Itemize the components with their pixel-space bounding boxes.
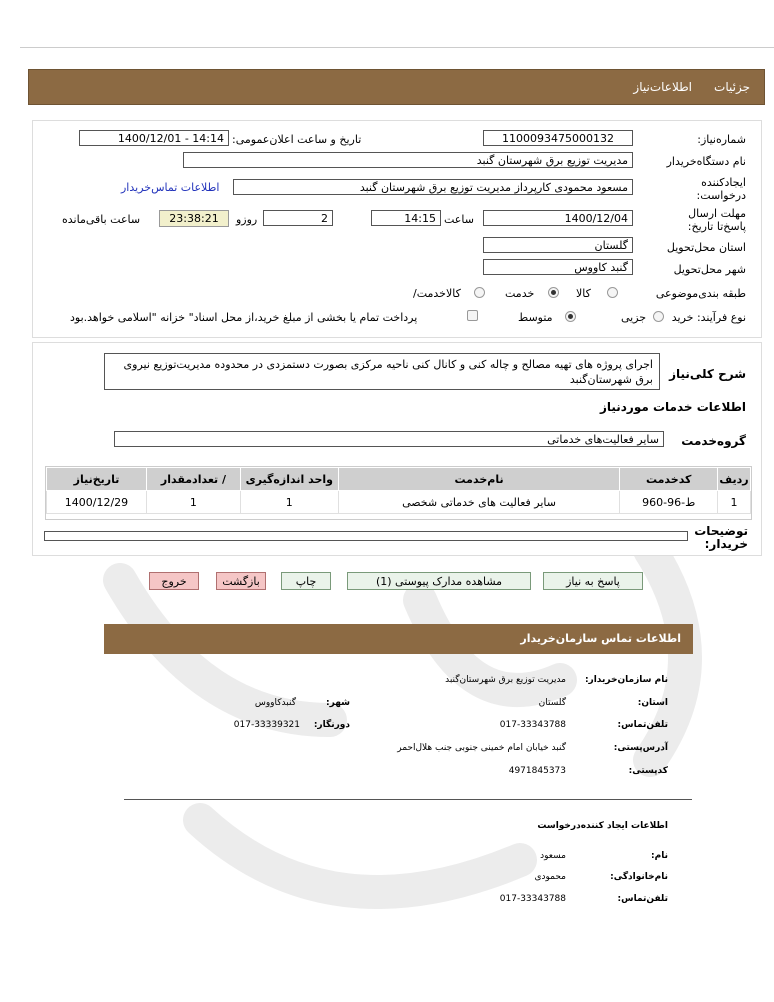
contact-address-label: آدرس‌پستی: xyxy=(613,743,668,753)
province-label: استان محل‌تحویل xyxy=(666,241,746,254)
service-group-field: سایر فعالیت‌های خدماتی xyxy=(114,431,664,447)
city-field: گنبد کاووس xyxy=(483,259,633,275)
process-option-minor: جزیی xyxy=(621,311,647,324)
category-option-service: خدمت xyxy=(505,287,535,300)
creator-field: مسعود محمودی کارپرداز مدیریت توزیع برق شهرستان گنبد xyxy=(233,179,633,195)
category-radio-goods-service[interactable] xyxy=(474,287,485,298)
contact-divider xyxy=(124,799,692,800)
creator-phone-value: 017-33343788 xyxy=(499,894,566,904)
view-attachments-button[interactable]: مشاهده مدارک پیوستی (1) xyxy=(347,572,531,590)
process-label: نوع فرآیند: خرید xyxy=(671,311,746,324)
tab-bar xyxy=(28,69,765,105)
contact-fax-value: 017-33339321 xyxy=(233,720,300,730)
print-button[interactable]: چاپ xyxy=(281,572,331,590)
deadline-hour-label: ساعت xyxy=(444,213,474,226)
contact-fax-label: دورنگار: xyxy=(313,720,350,730)
deadline-label: مهلت ارسال پاسخ‌تا تاریخ: xyxy=(687,207,746,233)
treasury-payment-checkbox[interactable] xyxy=(467,310,478,321)
announce-date-label: تاریخ و ساعت اعلان‌عمومی: xyxy=(232,133,362,146)
need-number-field: 1100093475000132 xyxy=(483,130,633,146)
creator-info-title: اطلاعات ایجاد کننده‌درخواست xyxy=(537,821,668,831)
city-label: شهر محل‌تحویل xyxy=(673,263,746,276)
services-table-frame xyxy=(45,466,752,520)
buyer-notes-label: توضیحات خریدار: xyxy=(694,524,748,551)
buyer-contact-title: اطلاعات تماس سازمان‌خریدار xyxy=(520,632,681,645)
tab-need-info[interactable]: اطلاعات‌نیاز xyxy=(633,80,692,94)
last-name-label: نام‌خانوادگی: xyxy=(610,872,668,882)
contact-phone-label: تلفن‌تماس: xyxy=(617,720,668,730)
buyer-notes-field xyxy=(44,531,688,541)
service-group-label: گروه‌خدمت xyxy=(681,434,746,448)
contact-city-value: گنبدکاووس xyxy=(254,698,296,708)
table-row xyxy=(47,491,751,514)
contact-province-label: استان: xyxy=(637,698,668,708)
contact-city-label: شهر: xyxy=(326,698,350,708)
first-name-label: نام: xyxy=(651,851,668,861)
category-option-goods: کالا xyxy=(576,287,591,300)
days-field: 2 xyxy=(263,210,333,226)
cell-service-code: ط-96-960 xyxy=(620,491,718,514)
category-radio-service[interactable] xyxy=(548,287,559,298)
description-text: اجرای پروژه های تهیه مصالح و چاله کنی و کانال کنی ناحیه مرکزی بصورت دستمزدی در محدوده مدیریت‌توزیع نیروی برق شهرستان‌گنبد xyxy=(104,353,660,390)
category-radio-goods[interactable] xyxy=(607,287,618,298)
reply-button[interactable]: پاسخ به نیاز xyxy=(543,572,643,590)
category-label: طبقه بندی‌موضوعی xyxy=(655,287,746,300)
deadline-date-field: 1400/12/04 xyxy=(483,210,633,226)
buyer-org-field: مدیریت توزیع برق شهرستان گنبد xyxy=(183,152,633,168)
cell-need-date: 1400/12/29 xyxy=(47,491,147,514)
province-field: گلستان xyxy=(483,237,633,253)
cell-row: 1 xyxy=(718,491,751,514)
announce-date-field: 1400/12/01 - 14:14 xyxy=(79,130,229,146)
category-option-goods-service: کالاخدمت/ xyxy=(413,287,461,300)
tab-details[interactable]: جزئیات xyxy=(714,80,750,94)
org-name-label: نام سازمان‌خریدار: xyxy=(584,675,668,685)
creator-phone-label: تلفن‌تماس: xyxy=(617,894,668,904)
exit-button[interactable]: خروج xyxy=(149,572,199,590)
contact-postal-label: کدپستی: xyxy=(628,766,668,776)
contact-postal-value: 4971845373 xyxy=(508,766,566,776)
cell-unit: 1 xyxy=(240,491,338,514)
treasury-payment-note: پرداخت تمام یا بخشی از مبلغ خرید،از محل اسناد" خزانه "اسلامی خواهد.بود xyxy=(70,311,418,324)
buyer-org-label: نام دستگاه‌خریدار xyxy=(666,155,746,168)
col-row: ردیف xyxy=(718,468,751,491)
cell-quantity: 1 xyxy=(146,491,240,514)
top-divider xyxy=(20,47,774,48)
col-quantity: / تعدادمقدار xyxy=(146,468,240,491)
remaining-time-field: 23:38:21 xyxy=(159,210,229,227)
first-name-value: مسعود xyxy=(540,851,566,861)
description-label: شرح کلی‌نیاز xyxy=(669,367,746,381)
org-name-value: مدیریت توزیع برق شهرستان‌گنبد xyxy=(445,675,566,685)
creator-label: ایجادکننده درخواست: xyxy=(696,176,746,202)
col-service-code: کدخدمت xyxy=(620,468,718,491)
back-button[interactable]: بازگشت xyxy=(216,572,266,590)
deadline-time-field: 14:15 xyxy=(371,210,441,226)
col-need-date: تاریخ‌نیاز xyxy=(47,468,147,491)
remaining-time-label: ساعت باقی‌مانده xyxy=(62,213,141,226)
last-name-value: محمودی xyxy=(534,872,566,882)
buyer-contact-header xyxy=(104,624,693,654)
contact-province-value: گلستان xyxy=(538,698,566,708)
need-number-label: شماره‌نیاز: xyxy=(697,133,746,146)
process-option-medium: متوسط xyxy=(518,311,553,324)
services-title: اطلاعات خدمات موردنیاز xyxy=(599,400,746,414)
col-service-name: نام‌خدمت xyxy=(338,468,620,491)
col-unit: واحد اندازه‌گیری xyxy=(240,468,338,491)
days-label: روزو xyxy=(236,213,258,226)
buyer-contact-link[interactable]: اطلاعات تماس‌خریدار xyxy=(121,181,220,194)
cell-service-name: سایر فعالیت های خدماتی شخصی xyxy=(338,491,620,514)
services-table xyxy=(46,467,751,514)
contact-address-value: گنبد خیابان امام خمینی جنوبی جنب هلال‌احمر xyxy=(397,743,566,753)
process-radio-medium[interactable] xyxy=(565,311,576,322)
process-radio-minor[interactable] xyxy=(653,311,664,322)
contact-phone-value: 017-33343788 xyxy=(499,720,566,730)
table-header-row xyxy=(47,468,751,491)
